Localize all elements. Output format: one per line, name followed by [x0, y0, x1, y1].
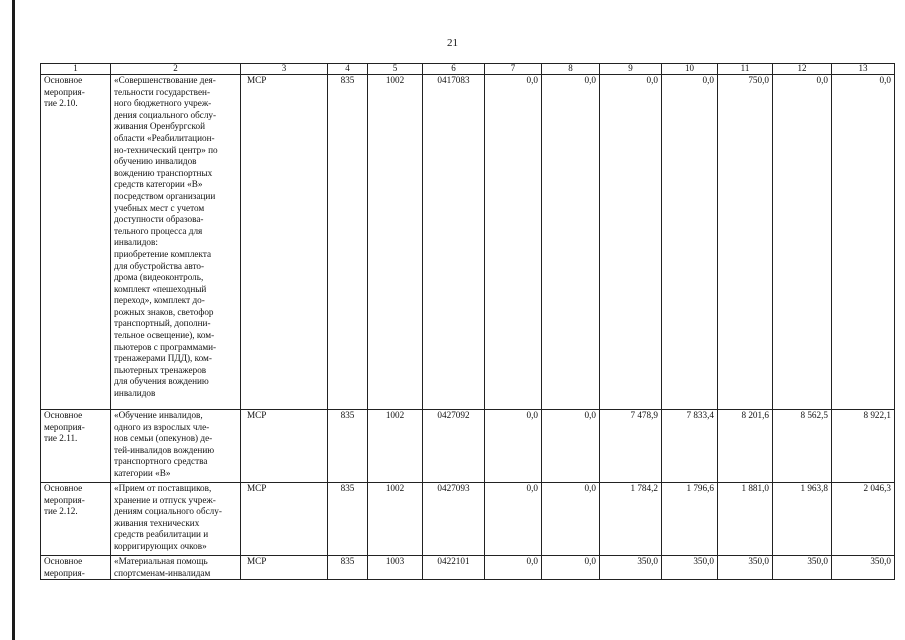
column-header: 10 — [662, 64, 718, 75]
activity-description: «Прием от поставщиков, хранение и отпуск учреж- дениям социального обслу- живания технических средств реабилитации и корригирующих очков» — [111, 483, 241, 556]
binding-edge-line — [12, 0, 15, 640]
activity-description: «Совершенствование дея- тельности государствен- ного бюджетного учреж- дения социального обслу- живания Оренбургской области «Реабилитацион- но-технический центр» по обучению инвалидов вождению транспортных средств категории «В» посредством организации учебных мест с учетом доступности образова- тельного процесса для инвалидов: приобретение комплекта для обустройства авто- дрома (видеоконтроль, комплект «пешеходный переход», комплект до- рожных знаков, светофор транспортный, дополни- тельное освещение), ком- пьютеров с программами- тренажерами ПДД), ком- пьютерных тренажеров для обучения вождению инвалидов — [111, 75, 241, 410]
executor-cell: МСР — [241, 483, 328, 556]
column-header: 1 — [41, 64, 111, 75]
column-number-row — [41, 64, 895, 75]
value-cell: 1 796,6 — [662, 483, 718, 556]
executor-cell: МСР — [241, 556, 328, 580]
code-cell: 835 — [328, 556, 368, 580]
column-header: 4 — [328, 64, 368, 75]
executor-cell: МСР — [241, 75, 328, 410]
value-cell: 1 784,2 — [600, 483, 662, 556]
value-cell: 8 562,5 — [773, 410, 832, 483]
value-cell: 8 922,1 — [832, 410, 895, 483]
value-cell: 350,0 — [773, 556, 832, 580]
value-cell: 0,0 — [773, 75, 832, 410]
table-row — [41, 556, 895, 580]
value-cell: 7 478,9 — [600, 410, 662, 483]
value-cell: 1 963,8 — [773, 483, 832, 556]
value-cell: 1 881,0 — [718, 483, 773, 556]
page-number: 21 — [447, 37, 458, 49]
value-cell: 0,0 — [485, 75, 542, 410]
code-cell: 835 — [328, 410, 368, 483]
activity-description: «Материальная помощь спортсменам-инвалидам — [111, 556, 241, 580]
value-cell: 7 833,4 — [662, 410, 718, 483]
table-row — [41, 75, 895, 410]
code-cell: 1002 — [368, 483, 423, 556]
activity-label: Основное мероприя- тие 2.12. — [41, 483, 111, 556]
value-cell: 0,0 — [542, 75, 600, 410]
code-cell: 835 — [328, 483, 368, 556]
value-cell: 0,0 — [485, 556, 542, 580]
value-cell: 0,0 — [542, 410, 600, 483]
value-cell: 350,0 — [600, 556, 662, 580]
column-header: 12 — [773, 64, 832, 75]
column-header: 3 — [241, 64, 328, 75]
value-cell: 2 046,3 — [832, 483, 895, 556]
value-cell: 350,0 — [718, 556, 773, 580]
table-row — [41, 410, 895, 483]
column-header: 7 — [485, 64, 542, 75]
table-row — [41, 483, 895, 556]
activity-label: Основное мероприя- — [41, 556, 111, 580]
value-cell: 0,0 — [542, 556, 600, 580]
column-header: 11 — [718, 64, 773, 75]
column-header: 5 — [368, 64, 423, 75]
column-header: 2 — [111, 64, 241, 75]
code-cell: 1002 — [368, 410, 423, 483]
code-cell: 0427092 — [423, 410, 485, 483]
value-cell: 8 201,6 — [718, 410, 773, 483]
column-header: 8 — [542, 64, 600, 75]
code-cell: 0417083 — [423, 75, 485, 410]
column-header: 13 — [832, 64, 895, 75]
activity-label: Основное мероприя- тие 2.11. — [41, 410, 111, 483]
value-cell: 350,0 — [832, 556, 895, 580]
value-cell: 0,0 — [662, 75, 718, 410]
value-cell: 0,0 — [600, 75, 662, 410]
code-cell: 835 — [328, 75, 368, 410]
code-cell: 1003 — [368, 556, 423, 580]
value-cell: 0,0 — [542, 483, 600, 556]
code-cell: 0422101 — [423, 556, 485, 580]
column-header: 9 — [600, 64, 662, 75]
code-cell: 0427093 — [423, 483, 485, 556]
activity-label: Основное мероприя- тие 2.10. — [41, 75, 111, 410]
column-header: 6 — [423, 64, 485, 75]
code-cell: 1002 — [368, 75, 423, 410]
value-cell: 750,0 — [718, 75, 773, 410]
value-cell: 350,0 — [662, 556, 718, 580]
executor-cell: МСР — [241, 410, 328, 483]
budget-table — [40, 63, 895, 580]
value-cell: 0,0 — [485, 483, 542, 556]
value-cell: 0,0 — [832, 75, 895, 410]
activity-description: «Обучение инвалидов, одного из взрослых чле- нов семьи (опекунов) де- тей-инвалидов вождению транспортного средства категории «В» — [111, 410, 241, 483]
value-cell: 0,0 — [485, 410, 542, 483]
